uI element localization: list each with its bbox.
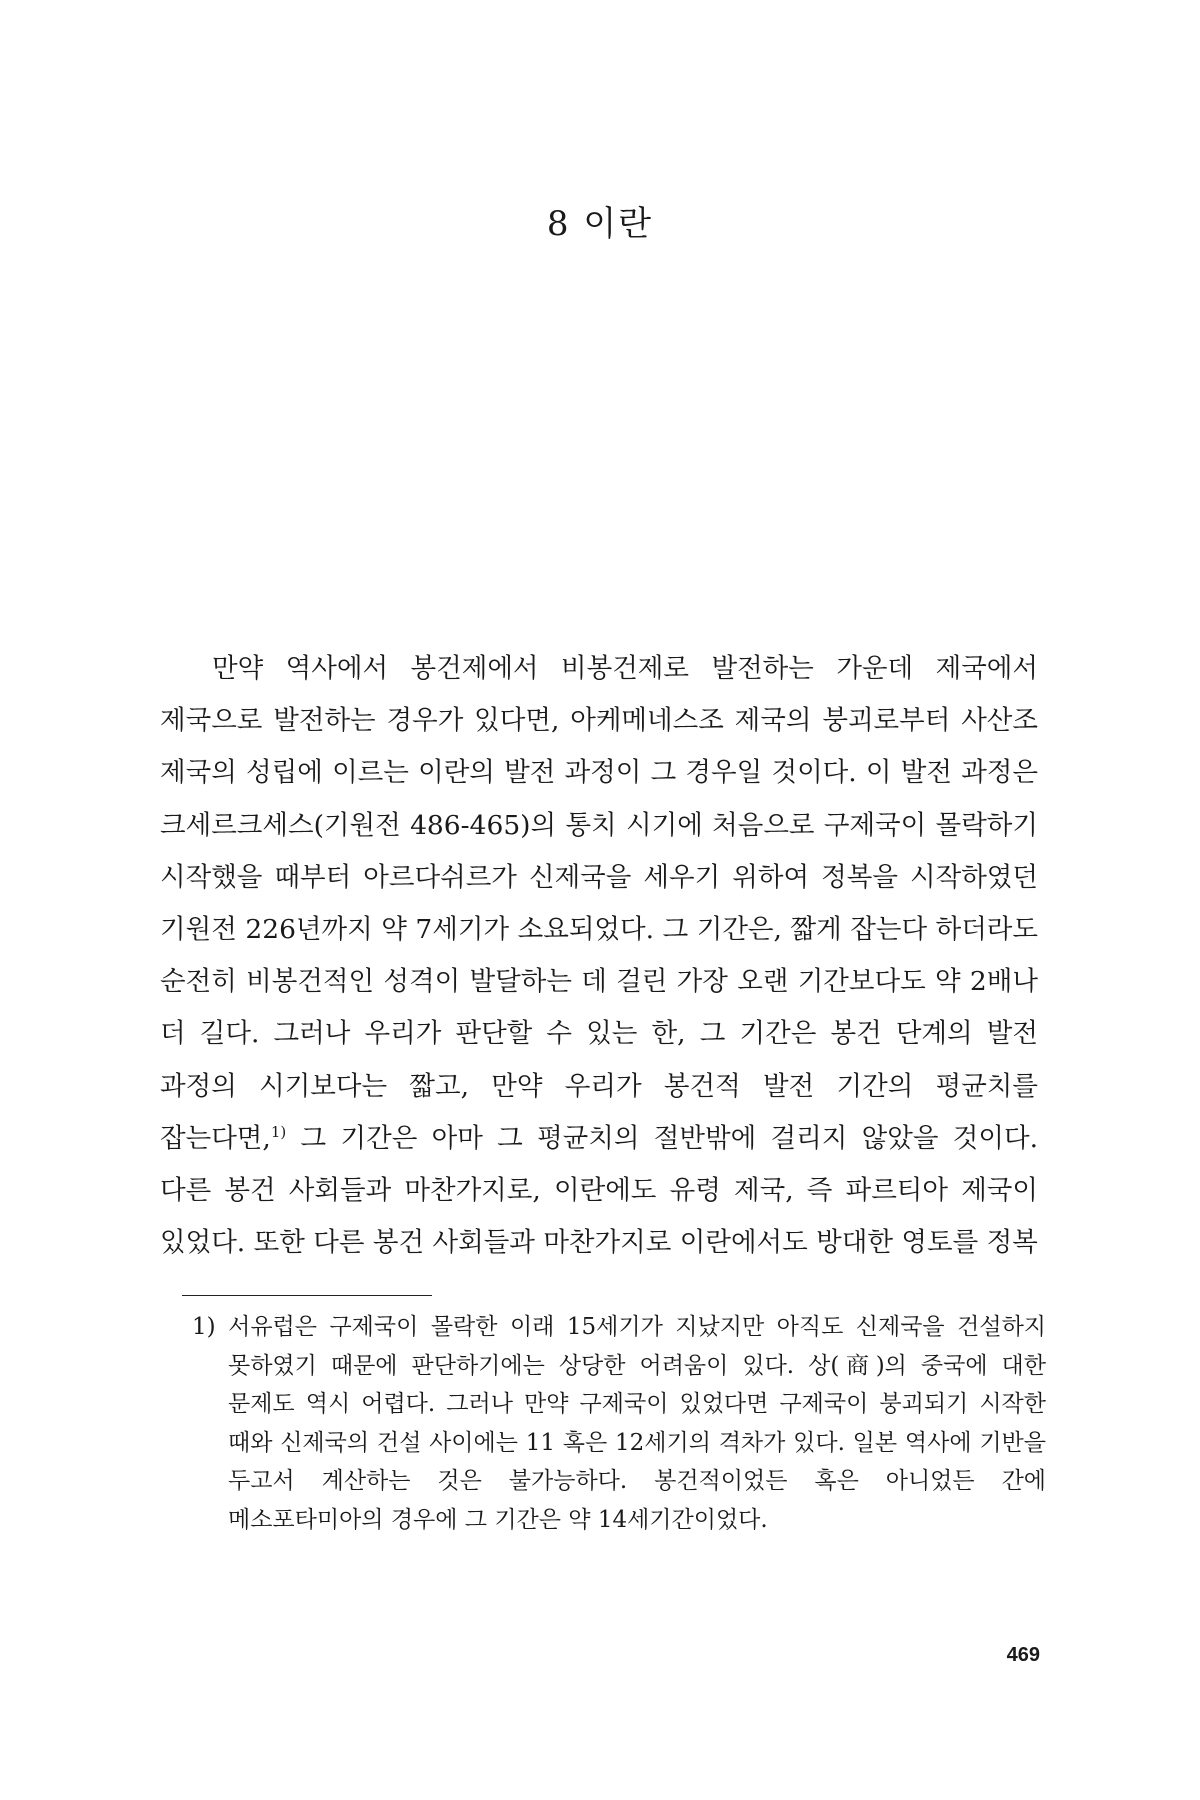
footnote [192,1308,1046,1540]
chapter-title: 8 이란 [546,204,654,244]
body-text-part-1: 만약 역사에서 봉건제에서 비봉건제로 발전하는 가운데 제국에서 제국으로 발전하는 경우가 있다면, 아케메네스조 제국의 붕괴로부터 사산조 제국의 성립에 이르는 이란의 발전 과정이 그 경우일 것이다. 이 발전 과정은 크세르크세스(기원전 486-465)의 통치 시기에 처음으로 구제국이 몰락하기 시작했을 때부터 아르다쉬르가 신제국을 세우기 위하여 정복을 시작하였던 기원전 226년까지 약 7세기가 소요되었다. 그 기간은, 짧게 잡는다 하더라도 순전히 비봉건적인 성격이 발달하는 데 걸린 가장 오랜 기간보다도 약 2배나 더 길다. 그러나 우리가 판단할 수 있는 한, 그 기간은 봉건 단계의 발전 과정의 시기보다는 짧고, 만약 우리가 봉건적 발전 기간의 평균치를 잡는다면, [160,653,1038,1154]
body-text-part-2: 그 기간은 아마 그 평균치의 절반밖에 걸리지 않았을 것이다. 다른 봉건 사회들과 마찬가지로, 이란에도 유령 제국, 즉 파르티아 제국이 있었다. 또한 다른 봉건 사회들과 마찬가지로 이란에서도 방대한 영토를 정복 [160,1122,1038,1259]
footnote-divider [182,1295,432,1296]
footnote-reference: 1) [270,1123,287,1141]
footnote-marker: 1) [192,1314,216,1340]
footnote-text: 서유럽은 구제국이 몰락한 이래 15세기가 지났지만 아직도 신제국을 건설하지 못하였기 때문에 판단하기에는 상당한 어려움이 있다. 상(商)의 중국에 대한 문제도 역시 어렵다. 그러나 만약 구제국이 있었다면 구제국이 붕괴되기 시작한 때와 신제국의 건설 사이에는 11 혹은 12세기의 격차가 있다. 일본 역사에 기반을 두고서 계산하는 것은 불가능하다. 봉건적이었든 혹은 아니었든 간에 메소포타미아의 경우에 그 기간은 약 14세기간이었다. [228,1314,1047,1533]
page-number: 469 [1006,1644,1040,1666]
body-paragraph [160,643,1038,1269]
